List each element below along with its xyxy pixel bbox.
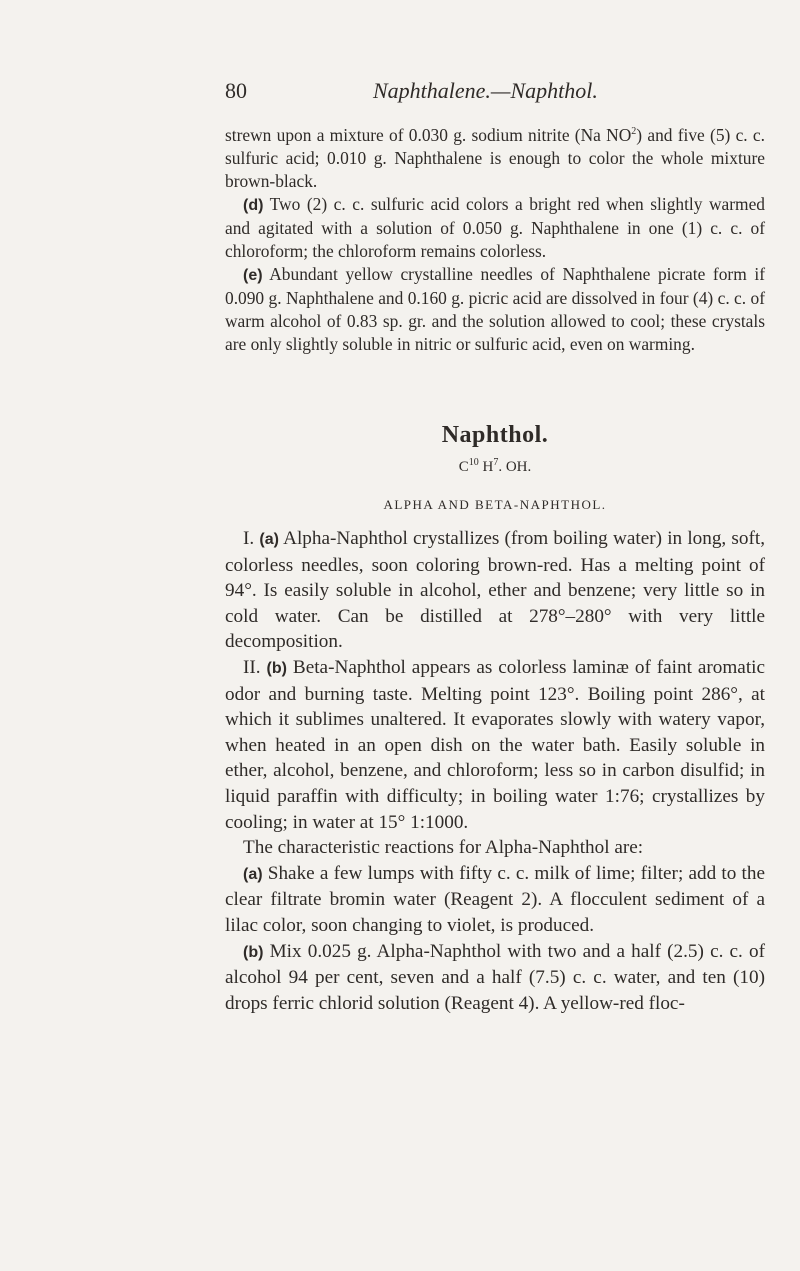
paragraph-e xyxy=(225,263,765,356)
paragraph-I-mark: (a) xyxy=(259,531,279,548)
paragraph-II-prefix: II. xyxy=(243,656,267,678)
reaction-b-mark: (b) xyxy=(243,943,264,961)
paragraph-d-text: Two (2) c. c. sulfuric acid colors a bright red when slightly warmed and agitated with a solution of 0.050 g. Naphthalene in one (1) c. c. of chloroform; the chloroform remains colorless. xyxy=(225,194,765,261)
chemical-formula xyxy=(225,456,765,478)
continuation-sup: 2 xyxy=(631,126,637,138)
paragraph-II-text: Beta-Naphthol appears as colorless laminæ of faint aromatic odor and burning taste. Melting point 123°. Boiling point 286°, at which it sublimes unaltered. It evaporates slowly with watery vapor, when heated in an open dish on the water bath. Easily soluble in ether, alcohol, benzene, and chloroform; less so in carbon disulfid; in liquid paraffin with difficulty; in boiling water 1:76; crystallizes by cooling; in water at 15° 1:1000. xyxy=(225,656,765,833)
paragraph-I-text: Alpha-Naphthol crystallizes (from boiling water) in long, soft, colorless needles, soon coloring brown-red. Has a melting point of 94°. Is easily soluble in alcohol, ether and benzene; very little so in cold water. Can be distilled at 278°–280° with very little decomposition. xyxy=(225,528,766,653)
paragraph-e-text: Abundant yellow crystalline needles of Naphthalene picrate form if 0.090 g. Naphthalene and 0.160 g. picric acid are dissolved in four (4) c. c. of warm alcohol of 0.83 sp. gr. and the solution allowed to cool; these crystals are only slightly soluble in nitric or sulfuric acid, even on warming. xyxy=(225,264,765,354)
formula-c: C xyxy=(458,459,469,475)
paragraph-I xyxy=(225,526,765,655)
formula-tail: . OH. xyxy=(498,459,532,475)
formula-h-sup: 7 xyxy=(493,457,499,468)
paragraph-II-mark: (b) xyxy=(266,659,287,677)
paragraph-reactions: The characteristic reactions for Alpha-Naphthol are: xyxy=(243,837,644,859)
naphthol-body xyxy=(225,526,765,1016)
paragraph-d-mark: (d) xyxy=(243,197,264,214)
formula-c-sup: 10 xyxy=(468,457,479,468)
body-text xyxy=(225,124,765,1016)
section-subtitle: ALPHA AND BETA-NAPHTHOL. xyxy=(383,497,607,512)
reaction-a-text: Shake a few lumps with fifty c. c. milk of lime; filter; add to the clear filtrate bromin water (Reagent 2). A flocculent sediment of a lilac color, soon changing to violet, is produced. xyxy=(225,862,765,936)
page-number: 80 xyxy=(225,78,247,103)
paragraph-II xyxy=(225,655,765,835)
paragraph-d xyxy=(225,193,765,263)
running-title: Naphthalene.—Naphthol. xyxy=(373,78,598,103)
continuation-tail: ) and five (5) c. c. sulfuric acid; 0.010 g. Naphthalene is enough to color the whole mixture brown-black. xyxy=(225,125,765,191)
paragraph-e-mark: (e) xyxy=(243,267,263,284)
continuation-lead: strewn upon a mixture of 0.030 g. sodium nitrite (Na NO xyxy=(225,125,632,145)
section-title: Naphthol. xyxy=(441,422,549,448)
running-head xyxy=(225,78,765,110)
paragraph-reaction-a xyxy=(225,861,765,939)
paragraph-I-prefix: I. xyxy=(243,528,260,549)
reaction-b-text: Mix 0.025 g. Alpha-Naphthol with two and a half (2.5) c. c. of alcohol 94 per cent, seven and a half (7.5) c. c. water, and ten (10) drops ferric chlorid solution (Reagent 4). A yellow-red floc- xyxy=(225,940,765,1014)
continuation-paragraph xyxy=(225,124,765,193)
reaction-a-mark: (a) xyxy=(243,865,263,883)
paragraph-reaction-b xyxy=(225,939,765,1017)
formula-h: H xyxy=(478,459,494,475)
